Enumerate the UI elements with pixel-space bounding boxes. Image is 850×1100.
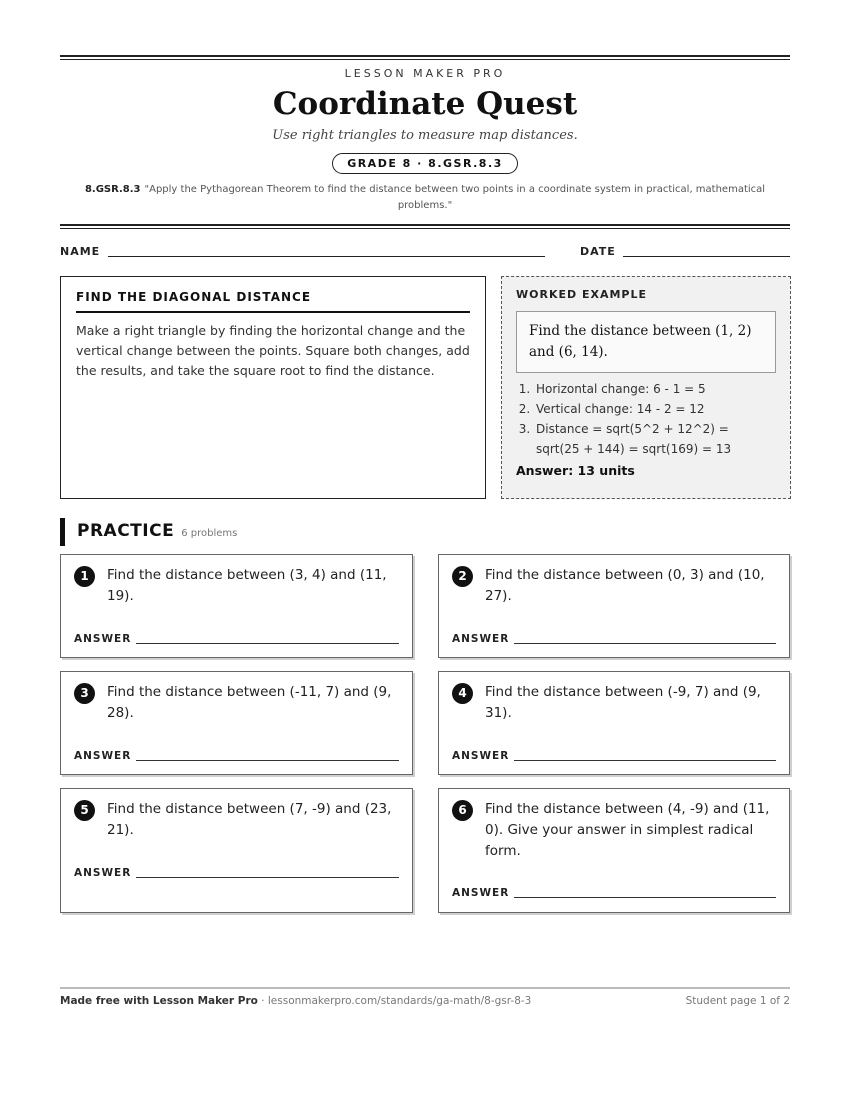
problem-card-6 xyxy=(438,788,790,913)
problem-number-badge: 6 xyxy=(452,800,473,821)
footer-made-with: Made free with Lesson Maker Pro xyxy=(60,995,258,1007)
standard-statement xyxy=(75,182,775,214)
footer-credit xyxy=(60,995,531,1007)
problem-card-5 xyxy=(60,788,413,913)
instructions-body: Make a right triangle by finding the horizontal change and the vertical change between the points. Square both changes, add the results, and take the square root to find the distance. xyxy=(76,323,470,378)
problem-number-badge: 1 xyxy=(74,566,95,587)
problem-number-badge: 2 xyxy=(452,566,473,587)
practice-heading: PRACTICE xyxy=(77,521,175,541)
problem-card-1 xyxy=(60,554,413,658)
problem-card-2 xyxy=(438,554,790,658)
answer-label: ANSWER xyxy=(74,867,132,879)
standard-text: "Apply the Pythagorean Theorem to find the distance between two points in a coordinate system in practical, mathematical problems." xyxy=(144,184,766,211)
worked-example-steps xyxy=(516,379,776,459)
problem-text: Find the distance between (4, -9) and (11, 0). Give your answer in simplest radical form. xyxy=(485,801,770,859)
answer-field[interactable] xyxy=(136,760,399,761)
problem-text: Find the distance between (0, 3) and (10, 27). xyxy=(485,567,765,604)
answer-label: ANSWER xyxy=(452,750,510,762)
instructions-heading: FIND THE DIAGONAL DISTANCE xyxy=(76,290,470,313)
grade-badge: GRADE 8 · 8.GSR.8.3 xyxy=(332,153,518,174)
name-label: NAME xyxy=(60,245,101,258)
instructions-box xyxy=(60,276,486,499)
worked-example-question: Find the distance between (1, 2) and (6, 14). xyxy=(516,311,776,373)
worked-example-box xyxy=(501,276,791,499)
answer-field[interactable] xyxy=(136,877,399,878)
page-subtitle: Use right triangles to measure map distances. xyxy=(272,128,578,143)
standard-code: 8.GSR.8.3 xyxy=(84,184,141,195)
page-title: Coordinate Quest xyxy=(272,86,578,122)
worked-example-step: 2. Vertical change: 14 - 2 = 12 xyxy=(534,399,776,419)
worked-example-heading: WORKED EXAMPLE xyxy=(516,288,647,301)
problem-number-badge: 4 xyxy=(452,683,473,704)
problem-card-4 xyxy=(438,671,790,775)
header-bottom-rule xyxy=(60,224,790,229)
answer-field[interactable] xyxy=(514,643,776,644)
date-label: DATE xyxy=(580,245,616,258)
worked-example-step: 1. Horizontal change: 6 - 1 = 5 xyxy=(534,379,776,399)
date-field[interactable] xyxy=(623,256,790,257)
worked-example-step: 3. Distance = sqrt(5^2 + 12^2) = sqrt(25 + 144) = sqrt(169) = 13 xyxy=(534,419,776,459)
page-number: Student page 1 of 2 xyxy=(685,995,790,1007)
footer-url[interactable]: lessonmakerpro.com/standards/ga-math/8-gsr-8-3 xyxy=(267,995,532,1007)
worksheet-page xyxy=(60,0,790,1100)
brand-name: LESSON MAKER PRO xyxy=(344,67,506,80)
name-date-row xyxy=(60,245,790,261)
header-top-rule xyxy=(60,55,790,60)
problem-count: 6 problems xyxy=(181,528,238,539)
answer-label: ANSWER xyxy=(74,633,132,645)
answer-label: ANSWER xyxy=(74,750,132,762)
answer-field[interactable] xyxy=(514,897,776,898)
answer-label: ANSWER xyxy=(452,887,510,899)
answer-field[interactable] xyxy=(136,643,399,644)
answer-field[interactable] xyxy=(514,760,776,761)
answer-label: ANSWER xyxy=(452,633,510,645)
problem-card-3 xyxy=(60,671,413,775)
problem-number-badge: 3 xyxy=(74,683,95,704)
problem-text: Find the distance between (7, -9) and (23, 21). xyxy=(107,801,392,838)
practice-section-header xyxy=(60,518,237,546)
footer-rule xyxy=(60,987,790,989)
worked-example-answer: Answer: 13 units xyxy=(516,463,635,478)
problem-text: Find the distance between (-9, 7) and (9, 31). xyxy=(485,684,761,721)
problem-text: Find the distance between (-11, 7) and (9, 28). xyxy=(107,684,392,721)
problem-number-badge: 5 xyxy=(74,800,95,821)
footer-separator: · xyxy=(257,995,268,1007)
problem-text: Find the distance between (3, 4) and (11, 19). xyxy=(107,567,387,604)
name-field[interactable] xyxy=(108,256,545,257)
grade-badge-wrap xyxy=(60,152,790,174)
